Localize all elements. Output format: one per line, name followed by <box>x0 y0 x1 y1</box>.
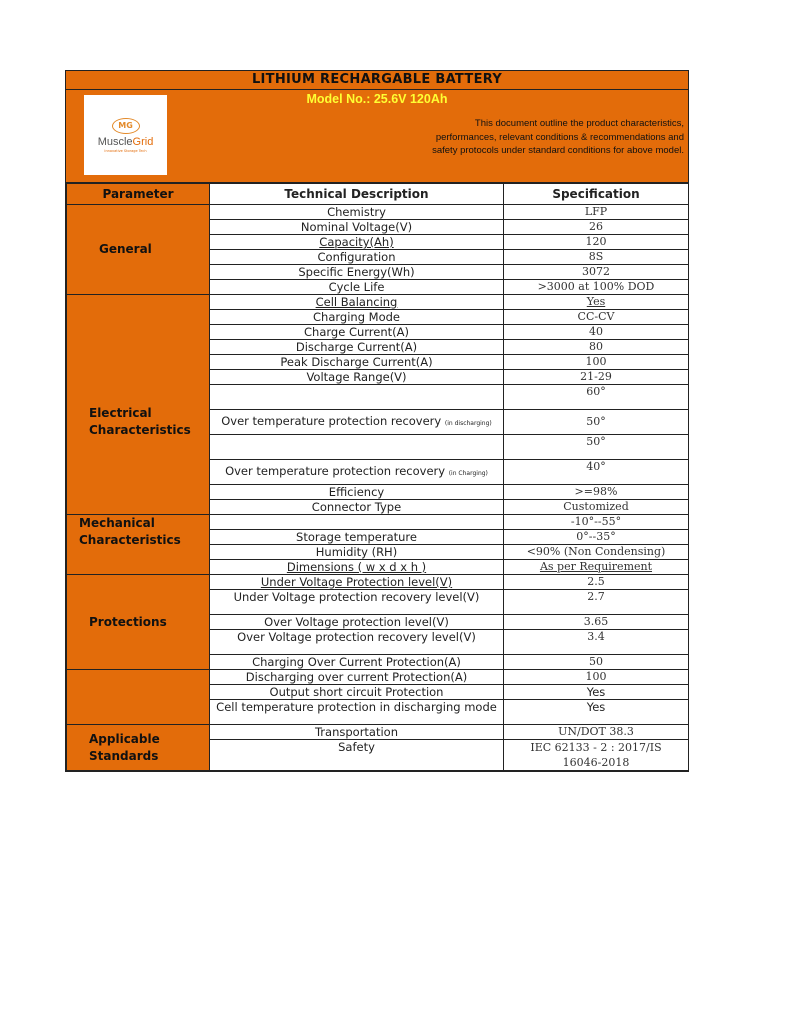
spec-cell: 40 <box>504 325 689 340</box>
spec-cell: 40° <box>504 460 689 485</box>
spec-cell: 26 <box>504 220 689 235</box>
header-band <box>66 90 688 183</box>
spec-cell: <90% (Non Condensing) <box>504 545 689 560</box>
spec-cell: 3.65 <box>504 615 689 630</box>
desc-cell: Under Voltage Protection level(V) <box>210 575 504 590</box>
header-technical-description: Technical Description <box>210 184 504 205</box>
section-general: General <box>67 205 210 295</box>
desc-cell: Humidity (RH) <box>210 545 504 560</box>
spec-cell: 50° <box>504 435 689 460</box>
desc-cell: Transportation <box>210 725 504 740</box>
spec-cell: 120 <box>504 235 689 250</box>
desc-cell: Charge Current(A) <box>210 325 504 340</box>
section-standards: Applicable Standards <box>67 725 210 771</box>
section-electrical: Electrical Characteristics <box>67 295 210 515</box>
spec-cell: >3000 at 100% DOD <box>504 280 689 295</box>
desc-cell: Efficiency <box>210 485 504 500</box>
desc-cell: Specific Energy(Wh) <box>210 265 504 280</box>
spec-cell: 2.7 <box>504 590 689 615</box>
table-row <box>67 670 689 685</box>
spec-cell: 8S <box>504 250 689 265</box>
spec-cell: >=98% <box>504 485 689 500</box>
spec-cell: IEC 62133 - 2 : 2017/IS 16046-2018 <box>504 740 689 771</box>
spec-cell: 2.5 <box>504 575 689 590</box>
desc-cell: Cycle Life <box>210 280 504 295</box>
table-row <box>67 725 689 740</box>
desc-cell <box>210 515 504 530</box>
desc-cell: Chemistry <box>210 205 504 220</box>
spec-cell: UN/DOT 38.3 <box>504 725 689 740</box>
document-title: LITHIUM RECHARGABLE BATTERY <box>66 71 688 90</box>
desc-note: (in discharging) <box>444 419 492 427</box>
desc-cell <box>210 435 504 460</box>
spec-cell: 50 <box>504 655 689 670</box>
spec-cell: -10°--55° <box>504 515 689 530</box>
desc-cell: Cell Balancing <box>210 295 504 310</box>
spec-cell: 80 <box>504 340 689 355</box>
desc-cell: Discharging over current Protection(A) <box>210 670 504 685</box>
desc-cell: Storage temperature <box>210 530 504 545</box>
desc-cell <box>210 385 504 410</box>
spec-cell: 3072 <box>504 265 689 280</box>
spec-cell: 100 <box>504 670 689 685</box>
spec-table <box>66 183 689 771</box>
spec-cell: 50° <box>504 410 689 435</box>
desc-cell: Over Voltage protection level(V) <box>210 615 504 630</box>
logo-brand-part2: Grid <box>132 135 154 148</box>
desc-note: (in Charging) <box>448 469 488 477</box>
desc-cell: Charging Mode <box>210 310 504 325</box>
table-row <box>67 515 689 530</box>
spec-cell: 3.4 <box>504 630 689 655</box>
desc-cell: Over Voltage protection recovery level(V) <box>210 630 504 655</box>
header-specification: Specification <box>504 184 689 205</box>
desc-cell: Under Voltage protection recovery level(V) <box>210 590 504 615</box>
desc-cell: Connector Type <box>210 500 504 515</box>
logo-brand-part1: Muscle <box>97 135 133 148</box>
desc-cell: Configuration <box>210 250 504 265</box>
table-row <box>67 205 689 220</box>
table-header-row <box>67 184 689 205</box>
desc-cell: Dimensions ( w x d x h ) <box>210 560 504 575</box>
desc-cell: Cell temperature protection in discharging mode <box>210 700 504 725</box>
header-parameter: Parameter <box>67 184 210 205</box>
desc-cell: Discharge Current(A) <box>210 340 504 355</box>
spec-cell: Yes <box>504 295 689 310</box>
spec-cell: 100 <box>504 355 689 370</box>
desc-cell: Capacity(Ah) <box>210 235 504 250</box>
desc-cell: Output short circuit Protection <box>210 685 504 700</box>
document-description: This document outline the product characteristics, performances, relevant conditions & recommendations and safety protocols under standard conditions for above model. <box>432 118 684 156</box>
desc-cell: Charging Over Current Protection(A) <box>210 655 504 670</box>
section-protections-continued <box>67 670 210 725</box>
datasheet <box>65 70 689 772</box>
spec-cell: Customized <box>504 500 689 515</box>
spec-cell: Yes <box>504 700 689 725</box>
section-protections: Protections <box>67 575 210 670</box>
desc-cell: Safety <box>210 740 504 771</box>
desc-cell: Peak Discharge Current(A) <box>210 355 504 370</box>
spec-cell: 0°--35° <box>504 530 689 545</box>
spec-cell: CC-CV <box>504 310 689 325</box>
spec-cell: LFP <box>504 205 689 220</box>
desc-text: Over temperature protection recovery <box>221 413 442 428</box>
desc-cell: Nominal Voltage(V) <box>210 220 504 235</box>
spec-cell: Yes <box>504 685 689 700</box>
table-row <box>67 575 689 590</box>
section-mechanical: Mechanical Characteristics <box>67 515 210 575</box>
logo-tagline: Innovative Storage Tech <box>104 148 147 153</box>
spec-cell: As per Requirement <box>504 560 689 575</box>
logo-emblem-icon: MG <box>112 118 140 134</box>
spec-cell: 21-29 <box>504 370 689 385</box>
spec-cell: 60° <box>504 385 689 410</box>
desc-cell: Voltage Range(V) <box>210 370 504 385</box>
desc-cell <box>210 460 504 485</box>
company-logo <box>84 95 167 175</box>
model-number: Model No.: 25.6V 120Ah <box>306 92 448 106</box>
table-row <box>67 295 689 310</box>
logo-text <box>98 136 154 148</box>
desc-cell <box>210 410 504 435</box>
desc-text: Over temperature protection recovery <box>225 463 446 478</box>
